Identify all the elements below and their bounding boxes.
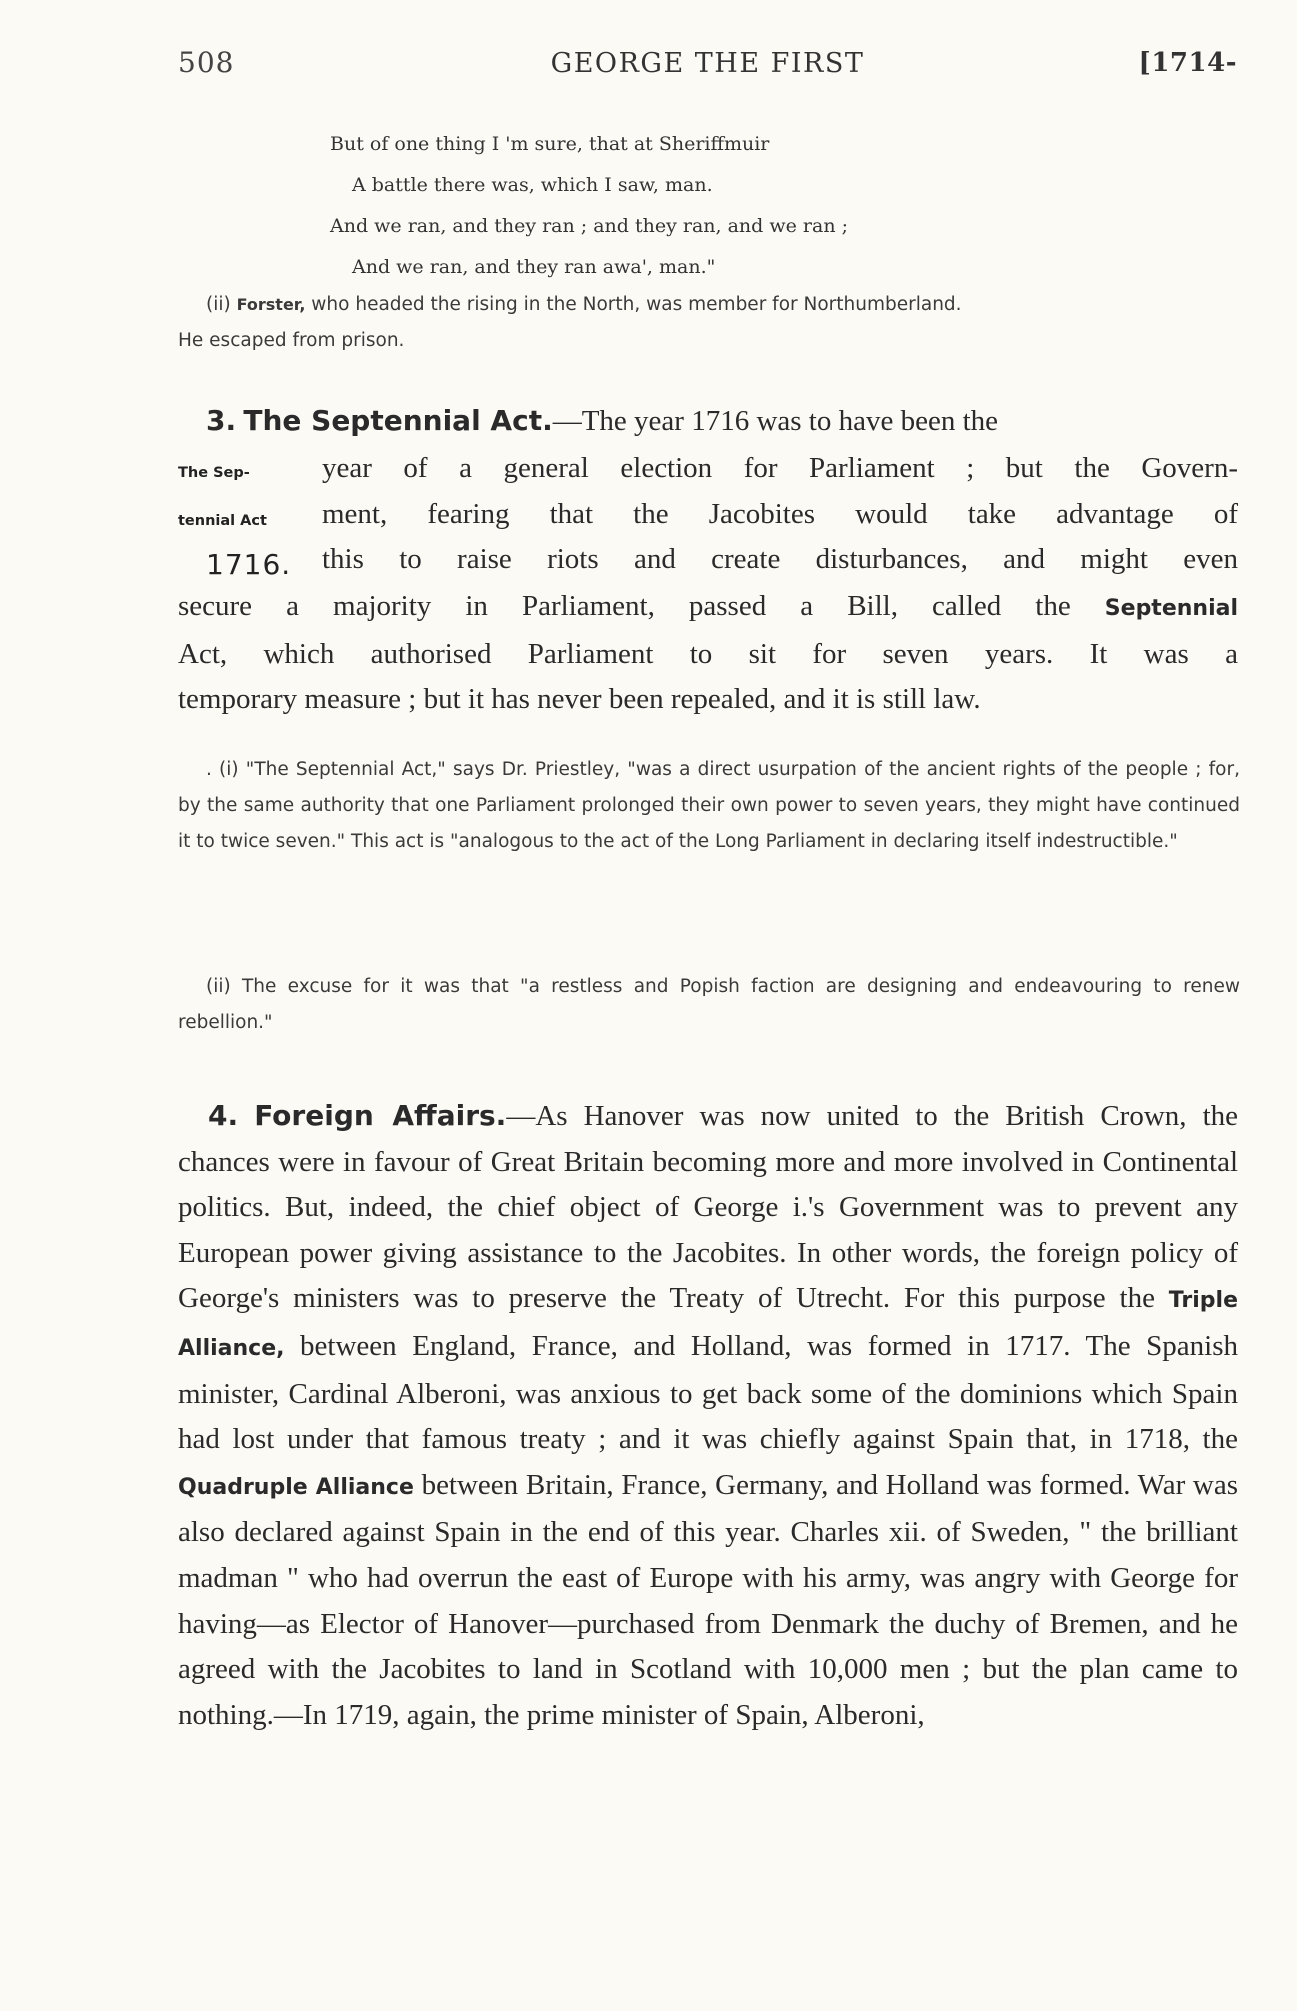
shoulder-note-line: tennial Act xyxy=(178,513,267,529)
running-title: GEORGE THE FIRST xyxy=(550,48,865,79)
section-number: 3. xyxy=(206,404,237,437)
poem-line: But of one thing I 'm sure, that at Sheriffmuir xyxy=(330,133,770,155)
poem-line: And we ran, and they ran awa', man." xyxy=(352,256,716,278)
note-name: Forster, xyxy=(236,295,306,314)
poem-line: And we ran, and they ran ; and they ran, and we ran ; xyxy=(330,215,849,237)
bold-term: Triple Alliance, xyxy=(178,1288,1238,1361)
section-3-indented-text: year of a general election for Parliament ; but the Govern- ment, fearing that the Jacobites would take advantage of this to raise riots and create disturbances, and might even xyxy=(322,452,1238,576)
shoulder-note-year: 1716. xyxy=(206,548,292,581)
note-priestley: . (i) "The Septennial Act," says Dr. Priestley, "was a direct usurpation of the ancient rights of the people ; for, by the same authority that one Parliament prolonged their own power to seven years, they might have continued it to twice seven." This act is "analogous to the act of the Long Parliament in declaring itself indestructible." xyxy=(178,759,1240,852)
section-number: 4. xyxy=(208,1099,239,1132)
section-3-text: secure a majority in Parliament, passed a Bill, called the Septennial Act, which authorised Parliament to sit for seven years. It was a temporary measure ; but it has never been repealed, and it is still law. xyxy=(178,590,1238,716)
note-forster: (ii) Forster, who headed the rising in the North, was member for Northumberland. He escaped from prison. xyxy=(178,287,1240,359)
section-4-text: 4. Foreign Affairs.—As Hanover was now united to the British Crown, the chances were in favour of Great Britain becoming more and more involved in Continental politics. But, indeed, the chief object of George i.'s Government was to prevent any European power giving assistance to the Jacobites. In other words, the foreign policy of George's ministers was to preserve the Treaty of Utrecht. For this purpose the Triple Alliance, between England, France, and Holland, was formed in 1717. The Spanish minister, Cardinal Alberoni, was anxious to get back some of the dominions which Spain had lost under that famous treaty ; and it was chiefly against Spain that, in 1718, the Quadruple Alliance between Britain, France, Germany, and Holland was formed. War was also declared against Spain in the end of this year. Charles xii. of Sweden, " the brilliant madman " who had overrun the east of Europe with his army, was angry with George for having—as Elector of Hanover—purchased from Denmark the duchy of Bremen, and he agreed with the Jacobites to land in Scotland with 10,000 men ; but the plan came to nothing.—In 1719, again, the prime minister of Spain, Alberoni, xyxy=(178,1099,1239,1731)
header-date: [1714- xyxy=(1138,48,1237,78)
section-3-first-line: 3. The Septennial Act.—The year 1716 was to have been the xyxy=(206,404,999,437)
poem-line: A battle there was, which I saw, man. xyxy=(352,174,713,196)
poem-quote xyxy=(330,124,1130,288)
shoulder-note-line: The Sep- xyxy=(178,465,250,481)
section-heading: The Septennial Act. xyxy=(243,404,553,437)
note-excuse: (ii) The excuse for it was that "a restless and Popish faction are designing and endeavouring to renew rebellion." xyxy=(178,976,1240,1033)
bold-term: Septennial xyxy=(1104,596,1238,621)
shoulder-note xyxy=(178,449,316,585)
bold-term: Quadruple Alliance xyxy=(178,1474,414,1500)
page-number: 508 xyxy=(178,46,235,79)
note-line: He escaped from prison. xyxy=(178,330,405,351)
section-heading: Foreign Affairs. xyxy=(254,1099,507,1132)
running-header xyxy=(178,46,1237,90)
